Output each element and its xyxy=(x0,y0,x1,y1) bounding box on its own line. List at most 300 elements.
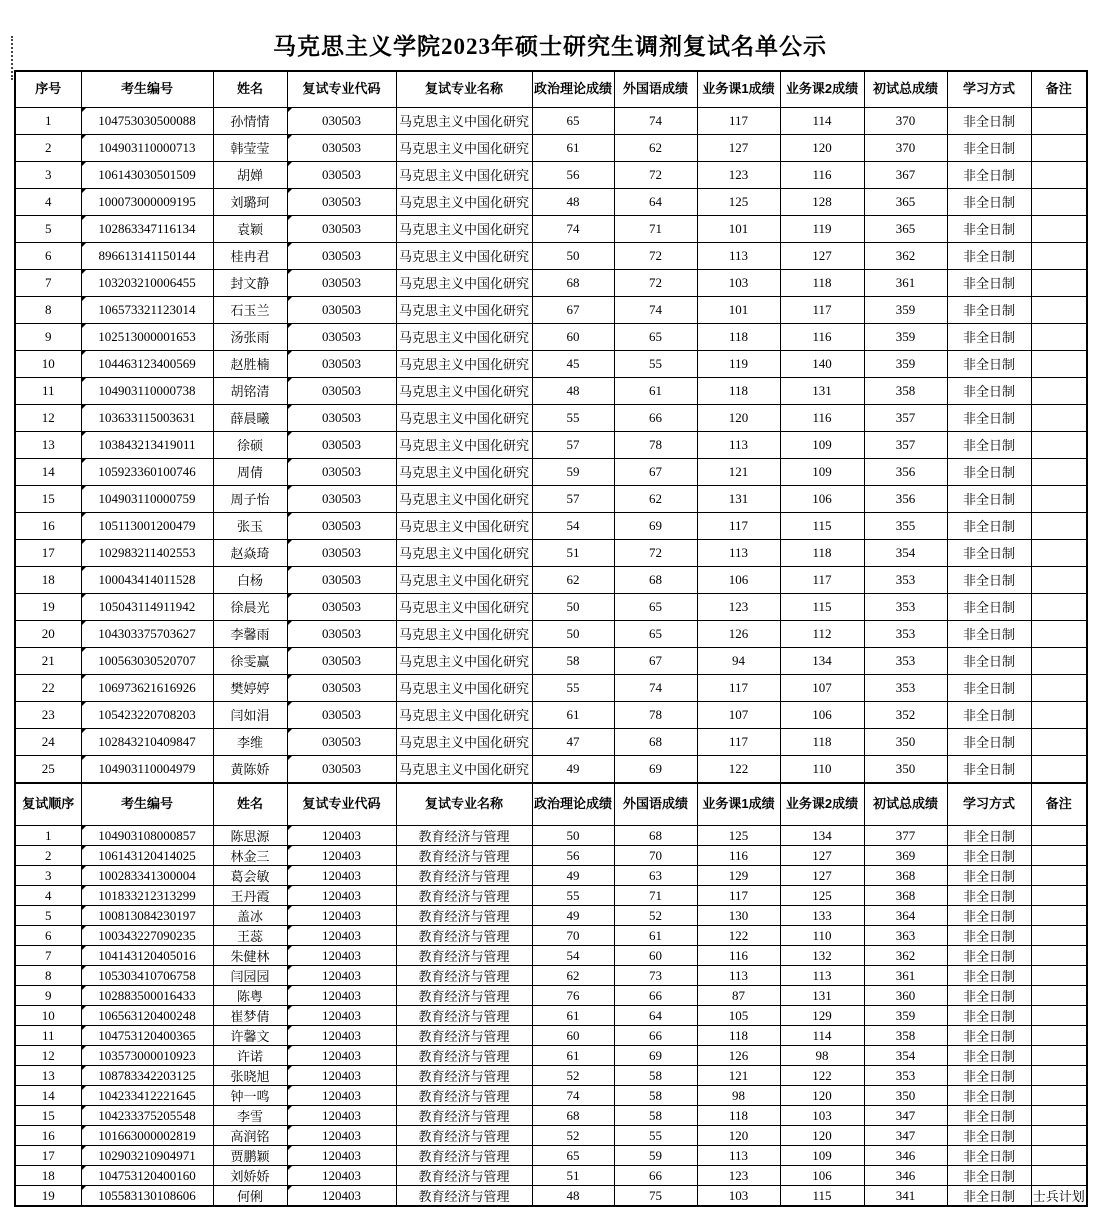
cell-name: 刘娇娇 xyxy=(213,1166,287,1186)
cell-major-name: 教育经济与管理 xyxy=(396,846,532,866)
table-row xyxy=(15,485,1087,512)
cell-candidate-id: 100343227090235 xyxy=(81,926,213,946)
cell-course1-score: 87 xyxy=(697,986,780,1006)
cell-candidate-id: 105043114911942 xyxy=(81,593,213,620)
cell-study-mode: 非全日制 xyxy=(947,431,1031,458)
cell-remark xyxy=(1031,1006,1087,1026)
cell-total-score: 358 xyxy=(864,1026,947,1046)
cell-total-score: 361 xyxy=(864,966,947,986)
cell-major-code: 120403 xyxy=(287,966,396,986)
cell-foreign-language-score: 71 xyxy=(614,886,697,906)
cell-name: 闫如涓 xyxy=(213,701,287,728)
cell-index: 14 xyxy=(15,1086,81,1106)
cell-candidate-id: 105113001200479 xyxy=(81,512,213,539)
cell-candidate-id: 101833212313299 xyxy=(81,886,213,906)
cell-name: 赵胜楠 xyxy=(213,350,287,377)
cell-major-name: 马克思主义中国化研究 xyxy=(396,242,532,269)
cell-index: 12 xyxy=(15,404,81,431)
cell-major-code: 120403 xyxy=(287,1086,396,1106)
cell-name: 张晓旭 xyxy=(213,1066,287,1086)
cell-major-code: 030503 xyxy=(287,242,396,269)
cell-study-mode: 非全日制 xyxy=(947,215,1031,242)
cell-candidate-id: 104903108000857 xyxy=(81,826,213,846)
table-row xyxy=(15,647,1087,674)
cell-course2-score: 115 xyxy=(780,512,864,539)
column-header-foreign-language-score: 外国语成绩 xyxy=(614,783,697,826)
cell-total-score: 362 xyxy=(864,946,947,966)
cell-study-mode: 非全日制 xyxy=(947,866,1031,886)
cell-course1-score: 121 xyxy=(697,458,780,485)
cell-major-code: 120403 xyxy=(287,846,396,866)
table-row xyxy=(15,674,1087,701)
cell-course2-score: 114 xyxy=(780,1026,864,1046)
cell-index: 2 xyxy=(15,134,81,161)
cell-course1-score: 130 xyxy=(697,906,780,926)
cell-total-score: 360 xyxy=(864,986,947,1006)
cell-course1-score: 129 xyxy=(697,866,780,886)
cell-course1-score: 126 xyxy=(697,620,780,647)
cell-candidate-id: 104903110000713 xyxy=(81,134,213,161)
cell-politics-score: 67 xyxy=(532,296,614,323)
cell-candidate-id: 896613141150144 xyxy=(81,242,213,269)
cell-major-code: 030503 xyxy=(287,134,396,161)
cell-politics-score: 57 xyxy=(532,485,614,512)
cell-course2-score: 119 xyxy=(780,215,864,242)
cell-politics-score: 52 xyxy=(532,1126,614,1146)
cell-course2-score: 134 xyxy=(780,647,864,674)
cell-name: 葛会敏 xyxy=(213,866,287,886)
cell-index: 3 xyxy=(15,161,81,188)
cell-foreign-language-score: 69 xyxy=(614,1046,697,1066)
cell-course1-score: 106 xyxy=(697,566,780,593)
cell-index: 18 xyxy=(15,1166,81,1186)
cell-politics-score: 61 xyxy=(532,1046,614,1066)
cell-course2-score: 117 xyxy=(780,296,864,323)
table-row xyxy=(15,215,1087,242)
cell-major-name: 马克思主义中国化研究 xyxy=(396,107,532,134)
cell-foreign-language-score: 55 xyxy=(614,1126,697,1146)
column-header-course2-score: 业务课2成绩 xyxy=(780,783,864,826)
cell-major-code: 030503 xyxy=(287,377,396,404)
cell-remark xyxy=(1031,431,1087,458)
cell-name: 樊婷婷 xyxy=(213,674,287,701)
cell-index: 9 xyxy=(15,323,81,350)
cell-course1-score: 103 xyxy=(697,1186,780,1207)
cell-candidate-id: 104753120400160 xyxy=(81,1166,213,1186)
cell-course2-score: 106 xyxy=(780,701,864,728)
cell-index: 16 xyxy=(15,1126,81,1146)
cell-study-mode: 非全日制 xyxy=(947,846,1031,866)
cell-politics-score: 60 xyxy=(532,323,614,350)
cell-major-name: 教育经济与管理 xyxy=(396,966,532,986)
cell-study-mode: 非全日制 xyxy=(947,323,1031,350)
table-row xyxy=(15,323,1087,350)
cell-course2-score: 114 xyxy=(780,107,864,134)
cell-study-mode: 非全日制 xyxy=(947,1086,1031,1106)
cell-remark xyxy=(1031,1146,1087,1166)
cell-remark xyxy=(1031,1066,1087,1086)
cell-course1-score: 118 xyxy=(697,323,780,350)
table-row xyxy=(15,1026,1087,1046)
cell-politics-score: 57 xyxy=(532,431,614,458)
cell-politics-score: 55 xyxy=(532,674,614,701)
cell-politics-score: 65 xyxy=(532,1146,614,1166)
cell-study-mode: 非全日制 xyxy=(947,1106,1031,1126)
cell-foreign-language-score: 71 xyxy=(614,215,697,242)
cell-foreign-language-score: 64 xyxy=(614,188,697,215)
cell-name: 赵焱琦 xyxy=(213,539,287,566)
cell-remark xyxy=(1031,1086,1087,1106)
cell-major-code: 030503 xyxy=(287,755,396,783)
header-row xyxy=(15,783,1087,826)
cell-remark xyxy=(1031,620,1087,647)
cell-major-code: 030503 xyxy=(287,458,396,485)
cell-candidate-id: 106973621616926 xyxy=(81,674,213,701)
cell-candidate-id: 105303410706758 xyxy=(81,966,213,986)
cell-foreign-language-score: 70 xyxy=(614,846,697,866)
cell-course2-score: 128 xyxy=(780,188,864,215)
table-row xyxy=(15,107,1087,134)
cell-foreign-language-score: 62 xyxy=(614,485,697,512)
cell-study-mode: 非全日制 xyxy=(947,755,1031,783)
cell-candidate-id: 104303375703627 xyxy=(81,620,213,647)
cell-candidate-id: 106143120414025 xyxy=(81,846,213,866)
column-header-course1-score: 业务课1成绩 xyxy=(697,71,780,107)
cell-name: 徐晨光 xyxy=(213,593,287,620)
cell-foreign-language-score: 58 xyxy=(614,1086,697,1106)
cell-name: 闫园园 xyxy=(213,966,287,986)
cell-course1-score: 113 xyxy=(697,431,780,458)
cell-total-score: 357 xyxy=(864,404,947,431)
cell-candidate-id: 104143120405016 xyxy=(81,946,213,966)
table-row xyxy=(15,701,1087,728)
column-header-index: 序号 xyxy=(15,71,81,107)
table-row xyxy=(15,296,1087,323)
cell-candidate-id: 104233412221645 xyxy=(81,1086,213,1106)
cell-study-mode: 非全日制 xyxy=(947,826,1031,846)
cell-candidate-id: 100813084230197 xyxy=(81,906,213,926)
cell-politics-score: 50 xyxy=(532,593,614,620)
table-row xyxy=(15,188,1087,215)
cell-candidate-id: 102843210409847 xyxy=(81,728,213,755)
column-header-name: 姓名 xyxy=(213,71,287,107)
cell-major-code: 030503 xyxy=(287,431,396,458)
cell-total-score: 363 xyxy=(864,926,947,946)
cell-major-name: 马克思主义中国化研究 xyxy=(396,647,532,674)
cell-index: 12 xyxy=(15,1046,81,1066)
cell-remark xyxy=(1031,296,1087,323)
cell-politics-score: 59 xyxy=(532,458,614,485)
cell-course2-score: 118 xyxy=(780,728,864,755)
cell-politics-score: 58 xyxy=(532,647,614,674)
column-header-study-mode: 学习方式 xyxy=(947,71,1031,107)
cell-name: 李馨雨 xyxy=(213,620,287,647)
table-row xyxy=(15,886,1087,906)
cell-name: 刘璐珂 xyxy=(213,188,287,215)
cell-foreign-language-score: 75 xyxy=(614,1186,697,1207)
table-row xyxy=(15,134,1087,161)
cell-major-code: 120403 xyxy=(287,906,396,926)
cell-remark xyxy=(1031,107,1087,134)
cell-course1-score: 120 xyxy=(697,404,780,431)
cell-index: 11 xyxy=(15,1026,81,1046)
cell-major-name: 教育经济与管理 xyxy=(396,1046,532,1066)
cell-politics-score: 76 xyxy=(532,986,614,1006)
cell-course1-score: 118 xyxy=(697,377,780,404)
cell-total-score: 353 xyxy=(864,674,947,701)
cell-study-mode: 非全日制 xyxy=(947,296,1031,323)
table-row xyxy=(15,512,1087,539)
cell-name: 胡婵 xyxy=(213,161,287,188)
cell-politics-score: 55 xyxy=(532,886,614,906)
cell-study-mode: 非全日制 xyxy=(947,620,1031,647)
cell-major-name: 马克思主义中国化研究 xyxy=(396,674,532,701)
cell-course1-score: 117 xyxy=(697,674,780,701)
cell-course2-score: 120 xyxy=(780,1086,864,1106)
table-row xyxy=(15,620,1087,647)
cell-major-code: 030503 xyxy=(287,404,396,431)
cell-total-score: 346 xyxy=(864,1146,947,1166)
cell-major-name: 教育经济与管理 xyxy=(396,1186,532,1207)
cell-course1-score: 118 xyxy=(697,1026,780,1046)
cell-politics-score: 54 xyxy=(532,946,614,966)
cell-major-code: 030503 xyxy=(287,107,396,134)
cell-politics-score: 49 xyxy=(532,866,614,886)
cell-remark xyxy=(1031,647,1087,674)
cell-course2-score: 116 xyxy=(780,404,864,431)
cell-index: 16 xyxy=(15,512,81,539)
cell-course1-score: 119 xyxy=(697,350,780,377)
cell-remark xyxy=(1031,188,1087,215)
cell-name: 胡铭清 xyxy=(213,377,287,404)
cell-candidate-id: 106563120400248 xyxy=(81,1006,213,1026)
cell-politics-score: 52 xyxy=(532,1066,614,1086)
cell-index: 19 xyxy=(15,1186,81,1207)
cell-major-name: 马克思主义中国化研究 xyxy=(396,134,532,161)
cell-major-name: 马克思主义中国化研究 xyxy=(396,323,532,350)
cell-total-score: 365 xyxy=(864,215,947,242)
cell-politics-score: 65 xyxy=(532,107,614,134)
table-row xyxy=(15,1146,1087,1166)
cell-study-mode: 非全日制 xyxy=(947,485,1031,512)
column-header-candidate-id: 考生编号 xyxy=(81,783,213,826)
cell-study-mode: 非全日制 xyxy=(947,404,1031,431)
table-row xyxy=(15,728,1087,755)
cell-remark xyxy=(1031,134,1087,161)
cell-candidate-id: 103843213419011 xyxy=(81,431,213,458)
cell-foreign-language-score: 65 xyxy=(614,593,697,620)
cell-major-code: 030503 xyxy=(287,701,396,728)
cell-major-name: 教育经济与管理 xyxy=(396,1146,532,1166)
cell-study-mode: 非全日制 xyxy=(947,188,1031,215)
cell-name: 封文静 xyxy=(213,269,287,296)
cell-remark xyxy=(1031,966,1087,986)
cell-major-name: 马克思主义中国化研究 xyxy=(396,701,532,728)
cell-name: 许诺 xyxy=(213,1046,287,1066)
cell-course2-score: 107 xyxy=(780,674,864,701)
cell-course2-score: 120 xyxy=(780,134,864,161)
cell-course1-score: 98 xyxy=(697,1086,780,1106)
cell-major-name: 马克思主义中国化研究 xyxy=(396,161,532,188)
cell-course2-score: 98 xyxy=(780,1046,864,1066)
cell-politics-score: 70 xyxy=(532,926,614,946)
cell-study-mode: 非全日制 xyxy=(947,350,1031,377)
cell-index: 6 xyxy=(15,242,81,269)
cell-foreign-language-score: 73 xyxy=(614,966,697,986)
cell-major-name: 教育经济与管理 xyxy=(396,986,532,1006)
cell-total-score: 367 xyxy=(864,161,947,188)
cell-remark xyxy=(1031,593,1087,620)
column-header-politics-score: 政治理论成绩 xyxy=(532,71,614,107)
cell-study-mode: 非全日制 xyxy=(947,107,1031,134)
cell-politics-score: 45 xyxy=(532,350,614,377)
cell-course1-score: 117 xyxy=(697,886,780,906)
table-row xyxy=(15,404,1087,431)
cell-course2-score: 131 xyxy=(780,377,864,404)
cell-name: 朱健林 xyxy=(213,946,287,966)
cell-study-mode: 非全日制 xyxy=(947,1146,1031,1166)
table-row xyxy=(15,1166,1087,1186)
cell-candidate-id: 100563030520707 xyxy=(81,647,213,674)
cell-total-score: 355 xyxy=(864,512,947,539)
cell-foreign-language-score: 67 xyxy=(614,458,697,485)
cell-study-mode: 非全日制 xyxy=(947,986,1031,1006)
cell-course2-score: 131 xyxy=(780,986,864,1006)
cell-major-code: 120403 xyxy=(287,1046,396,1066)
cell-course1-score: 120 xyxy=(697,1126,780,1146)
cell-foreign-language-score: 55 xyxy=(614,350,697,377)
cell-total-score: 364 xyxy=(864,906,947,926)
cell-study-mode: 非全日制 xyxy=(947,1006,1031,1026)
cell-study-mode: 非全日制 xyxy=(947,566,1031,593)
cell-major-code: 120403 xyxy=(287,1066,396,1086)
cell-course2-score: 127 xyxy=(780,242,864,269)
cell-index: 17 xyxy=(15,1146,81,1166)
cell-remark xyxy=(1031,886,1087,906)
cell-candidate-id: 104903110004979 xyxy=(81,755,213,783)
cell-major-name: 教育经济与管理 xyxy=(396,926,532,946)
cell-major-code: 120403 xyxy=(287,1166,396,1186)
cell-course2-score: 132 xyxy=(780,946,864,966)
cell-major-name: 马克思主义中国化研究 xyxy=(396,458,532,485)
cell-course1-score: 123 xyxy=(697,161,780,188)
cell-remark xyxy=(1031,946,1087,966)
transfer-reexam-roster-table xyxy=(14,70,1088,1207)
cell-index: 13 xyxy=(15,431,81,458)
cell-remark xyxy=(1031,269,1087,296)
cell-remark xyxy=(1031,1106,1087,1126)
cell-major-code: 120403 xyxy=(287,1006,396,1026)
cell-total-score: 356 xyxy=(864,485,947,512)
cell-major-name: 马克思主义中国化研究 xyxy=(396,215,532,242)
cell-foreign-language-score: 69 xyxy=(614,512,697,539)
table-row xyxy=(15,1126,1087,1146)
column-header-study-mode: 学习方式 xyxy=(947,783,1031,826)
cell-course1-score: 126 xyxy=(697,1046,780,1066)
cell-candidate-id: 104753030500088 xyxy=(81,107,213,134)
cell-total-score: 347 xyxy=(864,1126,947,1146)
cell-course1-score: 125 xyxy=(697,826,780,846)
cell-candidate-id: 103573000010923 xyxy=(81,1046,213,1066)
cell-candidate-id: 102883500016433 xyxy=(81,986,213,1006)
cell-major-code: 030503 xyxy=(287,620,396,647)
cell-course2-score: 117 xyxy=(780,566,864,593)
cell-name: 高润铭 xyxy=(213,1126,287,1146)
cell-index: 18 xyxy=(15,566,81,593)
cell-major-name: 马克思主义中国化研究 xyxy=(396,755,532,783)
page-title: 马克思主义学院2023年硕士研究生调剂复试名单公示 xyxy=(273,34,827,59)
cell-course1-score: 117 xyxy=(697,107,780,134)
cell-remark xyxy=(1031,866,1087,886)
cell-total-score: 370 xyxy=(864,134,947,161)
cell-major-name: 教育经济与管理 xyxy=(396,1126,532,1146)
cell-remark xyxy=(1031,1026,1087,1046)
cell-foreign-language-score: 67 xyxy=(614,647,697,674)
table-row xyxy=(15,846,1087,866)
cell-course2-score: 109 xyxy=(780,1146,864,1166)
cell-foreign-language-score: 72 xyxy=(614,269,697,296)
cell-politics-score: 48 xyxy=(532,377,614,404)
cell-politics-score: 50 xyxy=(532,242,614,269)
cell-study-mode: 非全日制 xyxy=(947,886,1031,906)
cell-foreign-language-score: 62 xyxy=(614,134,697,161)
cell-name: 石玉兰 xyxy=(213,296,287,323)
cell-name: 袁颖 xyxy=(213,215,287,242)
cell-course1-score: 122 xyxy=(697,755,780,783)
cell-foreign-language-score: 68 xyxy=(614,566,697,593)
cell-name: 王蕊 xyxy=(213,926,287,946)
table-row xyxy=(15,539,1087,566)
cell-course1-score: 101 xyxy=(697,296,780,323)
cell-politics-score: 60 xyxy=(532,1026,614,1046)
cell-major-code: 120403 xyxy=(287,1126,396,1146)
cell-foreign-language-score: 59 xyxy=(614,1146,697,1166)
cell-politics-score: 48 xyxy=(532,188,614,215)
table-row xyxy=(15,269,1087,296)
cell-major-name: 马克思主义中国化研究 xyxy=(396,296,532,323)
cell-course2-score: 116 xyxy=(780,323,864,350)
cell-study-mode: 非全日制 xyxy=(947,1046,1031,1066)
column-header-course1-score: 业务课1成绩 xyxy=(697,783,780,826)
cell-remark xyxy=(1031,350,1087,377)
cell-study-mode: 非全日制 xyxy=(947,242,1031,269)
cell-major-name: 马克思主义中国化研究 xyxy=(396,593,532,620)
cell-major-code: 120403 xyxy=(287,886,396,906)
cell-major-code: 030503 xyxy=(287,296,396,323)
header-row xyxy=(15,71,1087,107)
cell-total-score: 357 xyxy=(864,431,947,458)
cell-major-name: 马克思主义中国化研究 xyxy=(396,566,532,593)
table-row xyxy=(15,926,1087,946)
cell-candidate-id: 108783342203125 xyxy=(81,1066,213,1086)
table-row xyxy=(15,1186,1087,1207)
cell-course1-score: 117 xyxy=(697,512,780,539)
cell-foreign-language-score: 64 xyxy=(614,1006,697,1026)
table-row xyxy=(15,1086,1087,1106)
cell-major-code: 030503 xyxy=(287,215,396,242)
cell-name: 李雪 xyxy=(213,1106,287,1126)
cell-study-mode: 非全日制 xyxy=(947,539,1031,566)
cell-candidate-id: 104463123400569 xyxy=(81,350,213,377)
cell-total-score: 377 xyxy=(864,826,947,846)
table-row xyxy=(15,906,1087,926)
cell-foreign-language-score: 52 xyxy=(614,906,697,926)
cell-remark xyxy=(1031,512,1087,539)
cell-politics-score: 74 xyxy=(532,215,614,242)
cell-foreign-language-score: 58 xyxy=(614,1066,697,1086)
cell-candidate-id: 102513000001653 xyxy=(81,323,213,350)
cell-major-code: 120403 xyxy=(287,826,396,846)
